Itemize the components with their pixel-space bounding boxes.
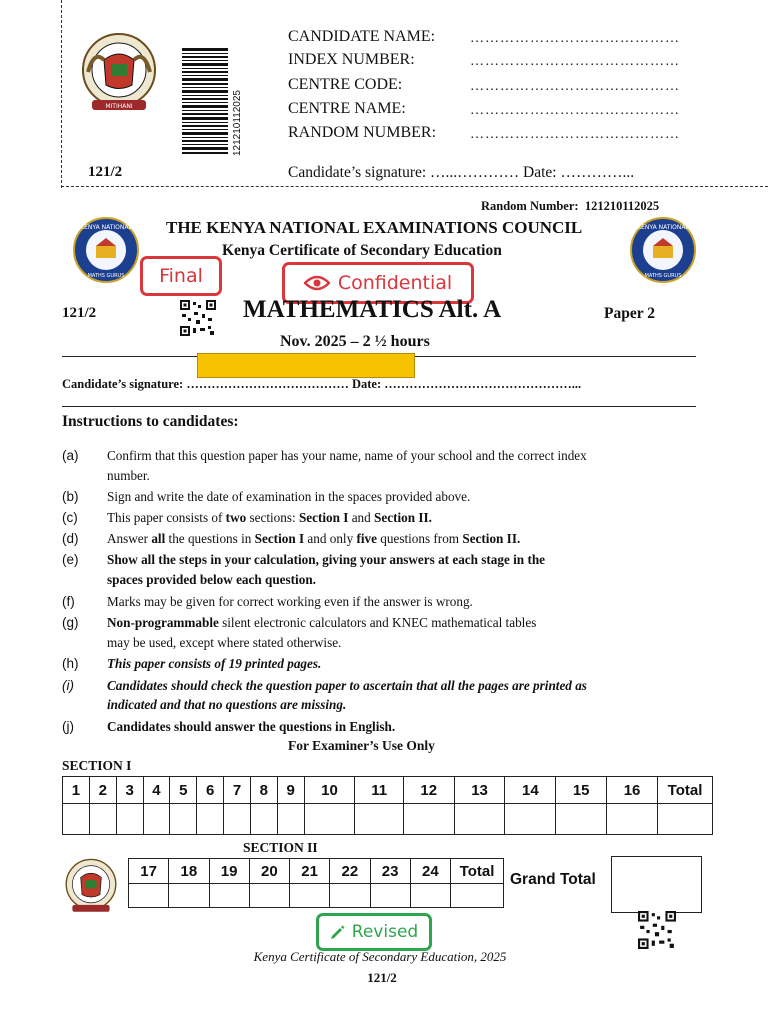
mark-cell[interactable] xyxy=(129,884,169,908)
mark-cell[interactable] xyxy=(170,804,197,835)
mark-cell[interactable] xyxy=(403,804,454,835)
instruction-text: Candidates should check the question paper to ascertain that all the pages are printed as xyxy=(107,678,587,693)
instruction-text: Sign and write the date of examination in the spaces provided above. xyxy=(107,489,471,504)
mark-cell[interactable] xyxy=(451,884,504,908)
section1-col: 6 xyxy=(197,777,224,804)
signature-line-main[interactable] xyxy=(62,377,581,392)
barcode-number: 121210112025 xyxy=(232,90,243,156)
kenya-coat-of-arms-icon xyxy=(74,30,164,118)
centre-name-label: CENTRE NAME: xyxy=(288,100,406,117)
svg-text:KENYA NATIONAL: KENYA NATIONAL xyxy=(637,224,689,231)
instruction-c xyxy=(0,508,768,528)
paper-code-top: 121/2 xyxy=(88,164,123,180)
mark-cell[interactable] xyxy=(116,804,143,835)
section1-marks-row xyxy=(63,804,713,835)
instruction-text-cont: spaces provided below each question. xyxy=(107,572,316,587)
section1-col: 3 xyxy=(116,777,143,804)
mark-cell[interactable] xyxy=(250,804,277,835)
mark-cell[interactable] xyxy=(249,884,289,908)
section1-col: 5 xyxy=(170,777,197,804)
mark-cell[interactable] xyxy=(224,804,251,835)
instruction-text-rich: Non-programmable silent electronic calculators and KNEC mathematical tables xyxy=(107,615,537,630)
mark-cell[interactable] xyxy=(370,884,410,908)
mark-cell[interactable] xyxy=(63,804,90,835)
instruction-label: (c) xyxy=(62,510,78,525)
section1-col: 1 xyxy=(63,777,90,804)
candidate-name-field[interactable]: …………………………………… xyxy=(470,31,680,46)
section2-col: 19 xyxy=(209,859,249,884)
mark-cell[interactable] xyxy=(169,884,209,908)
divider-bottom xyxy=(62,406,696,407)
instruction-g xyxy=(0,613,768,653)
index-number-field[interactable]: …………………………………… xyxy=(470,54,680,69)
instruction-label: (a) xyxy=(62,448,79,463)
mark-cell[interactable] xyxy=(304,804,355,835)
centre-code-label: CENTRE CODE: xyxy=(288,76,403,93)
signature-main-date: Date: ………………………………………... xyxy=(351,377,582,391)
mark-cell[interactable] xyxy=(556,804,607,835)
section1-col: 4 xyxy=(143,777,170,804)
section1-col: 15 xyxy=(556,777,607,804)
mark-cell[interactable] xyxy=(454,804,505,835)
mark-cell[interactable] xyxy=(410,884,450,908)
section1-table xyxy=(62,776,713,835)
svg-text:KENYA NATIONAL: KENYA NATIONAL xyxy=(80,224,132,231)
mark-cell[interactable] xyxy=(143,804,170,835)
revised-badge[interactable] xyxy=(316,913,432,951)
certificate-title: Kenya Certificate of Secondary Education xyxy=(222,242,502,259)
instruction-text-rich: This paper consists of two sections: Section I and Section II. xyxy=(107,510,432,525)
section1-col: 11 xyxy=(355,777,403,804)
section1-col: Total xyxy=(658,777,713,804)
council-title: THE KENYA NATIONAL EXAMINATIONS COUNCIL xyxy=(166,218,583,237)
maths-gurus-logo-right-icon xyxy=(629,216,697,284)
mark-cell[interactable] xyxy=(330,884,370,908)
section2-col: 24 xyxy=(410,859,450,884)
section2-col: 18 xyxy=(169,859,209,884)
section2-col: 20 xyxy=(249,859,289,884)
section1-col: 2 xyxy=(89,777,116,804)
section2-col: 17 xyxy=(129,859,169,884)
svg-text:MATHS GURUS: MATHS GURUS xyxy=(644,273,682,279)
maths-gurus-logo-left-icon xyxy=(72,216,140,284)
section1-col: 9 xyxy=(277,777,304,804)
revised-label: Revised xyxy=(351,922,419,942)
instruction-text: Marks may be given for correct working even if the answer is wrong. xyxy=(107,594,473,609)
instruction-text: Candidates should answer the questions in English. xyxy=(107,719,396,734)
mark-cell[interactable] xyxy=(89,804,116,835)
section1-col: 10 xyxy=(304,777,355,804)
section1-title: SECTION I xyxy=(62,758,132,773)
centre-code-field[interactable]: …………………………………… xyxy=(470,79,680,94)
instruction-text-cont: indicated and that no questions are missing. xyxy=(107,697,347,712)
instruction-h xyxy=(0,654,768,674)
instruction-i xyxy=(0,676,768,716)
section2-marks-row xyxy=(129,884,504,908)
section1-col: 16 xyxy=(607,777,658,804)
mark-cell[interactable] xyxy=(505,804,556,835)
mark-cell[interactable] xyxy=(209,884,249,908)
instruction-label: (b) xyxy=(62,489,79,504)
instruction-e xyxy=(0,550,768,590)
section1-header-row xyxy=(63,777,713,804)
mark-cell[interactable] xyxy=(658,804,713,835)
instruction-j xyxy=(0,717,768,737)
random-number-field[interactable]: …………………………………… xyxy=(470,127,680,142)
section1-col: 7 xyxy=(224,777,251,804)
instruction-text-cont: number. xyxy=(107,468,150,483)
pencil-icon xyxy=(330,924,346,940)
candidate-name-label: CANDIDATE NAME: xyxy=(288,28,436,45)
instruction-a xyxy=(0,446,768,486)
random-number-heading-value: 121210112025 xyxy=(584,199,660,213)
svg-text:MITIHANI: MITIHANI xyxy=(105,103,133,110)
mark-cell[interactable] xyxy=(290,884,330,908)
cut-line-vertical xyxy=(61,0,62,188)
instruction-text: This paper consists of 19 printed pages. xyxy=(107,656,322,671)
section2-col: 21 xyxy=(290,859,330,884)
eye-icon xyxy=(304,274,330,292)
instruction-text: Confirm that this question paper has your name, name of your school and the correct index xyxy=(107,448,587,463)
grand-total-label: Grand Total xyxy=(510,871,596,888)
examiner-title: For Examiner’s Use Only xyxy=(288,738,435,753)
section2-header-row xyxy=(129,859,504,884)
paper-code: 121/2 xyxy=(62,305,97,321)
section1-col: 8 xyxy=(250,777,277,804)
instruction-label: (j) xyxy=(62,719,74,734)
section2-col: 23 xyxy=(370,859,410,884)
random-number-heading xyxy=(481,199,659,214)
svg-text:MATHS GURUS: MATHS GURUS xyxy=(87,273,125,279)
section1-col: 12 xyxy=(403,777,454,804)
section2-col: 22 xyxy=(330,859,370,884)
paper-number: Paper 2 xyxy=(604,305,655,322)
instruction-text-rich: Answer all the questions in Section I and only five questions from Section II. xyxy=(107,531,521,546)
section1-col: 13 xyxy=(454,777,505,804)
grand-total-box[interactable] xyxy=(611,856,702,913)
index-number-label: INDEX NUMBER: xyxy=(288,51,415,68)
random-number-heading-label: Random Number: xyxy=(481,199,579,213)
footer-line2: 121/2 xyxy=(367,970,397,985)
instruction-label: (g) xyxy=(62,615,79,630)
instruction-label: (h) xyxy=(62,656,79,671)
instruction-label: (e) xyxy=(62,552,79,567)
instruction-label: (i) xyxy=(62,678,74,693)
mark-cell[interactable] xyxy=(197,804,224,835)
instruction-d xyxy=(0,529,768,549)
footer-line1: Kenya Certificate of Secondary Education, 2025 xyxy=(253,949,507,964)
instructions-title: Instructions to candidates: xyxy=(62,413,239,430)
highlight-bar xyxy=(197,353,415,378)
final-badge[interactable]: Final xyxy=(140,256,222,296)
date-duration: Nov. 2025 – 2 ½ hours xyxy=(280,333,430,350)
signature-main-label: Candidate’s signature: ………………………………… xyxy=(62,377,349,391)
random-number-label: RANDOM NUMBER: xyxy=(288,124,437,141)
barcode-icon xyxy=(182,48,228,156)
subject-title: MATHEMATICS Alt. A xyxy=(243,296,502,323)
instruction-f xyxy=(0,592,768,612)
mark-cell[interactable] xyxy=(277,804,304,835)
instruction-text-cont: may be used, except where stated otherwise. xyxy=(107,635,342,650)
instruction-text: Show all the steps in your calculation, giving your answers at each stage in the xyxy=(107,552,546,567)
kenya-coat-of-arms-bottom-icon xyxy=(60,855,122,919)
section2-title: SECTION II xyxy=(243,840,318,855)
mark-cell[interactable] xyxy=(607,804,658,835)
signature-line-top[interactable]: Candidate’s signature: …...………… Date: …………... xyxy=(288,164,635,181)
section2-col: Total xyxy=(451,859,504,884)
qr-code-icon xyxy=(180,300,216,336)
section2-table xyxy=(128,858,504,908)
qr-code-bottom-icon xyxy=(638,911,676,949)
instruction-b xyxy=(0,487,768,507)
instruction-label: (f) xyxy=(62,594,75,609)
mark-cell[interactable] xyxy=(355,804,403,835)
centre-name-field[interactable]: …………………………………… xyxy=(470,103,680,118)
instruction-label: (d) xyxy=(62,531,79,546)
confidential-label: Confidential xyxy=(337,272,453,294)
cut-line-horizontal xyxy=(61,186,768,187)
section1-col: 14 xyxy=(505,777,556,804)
